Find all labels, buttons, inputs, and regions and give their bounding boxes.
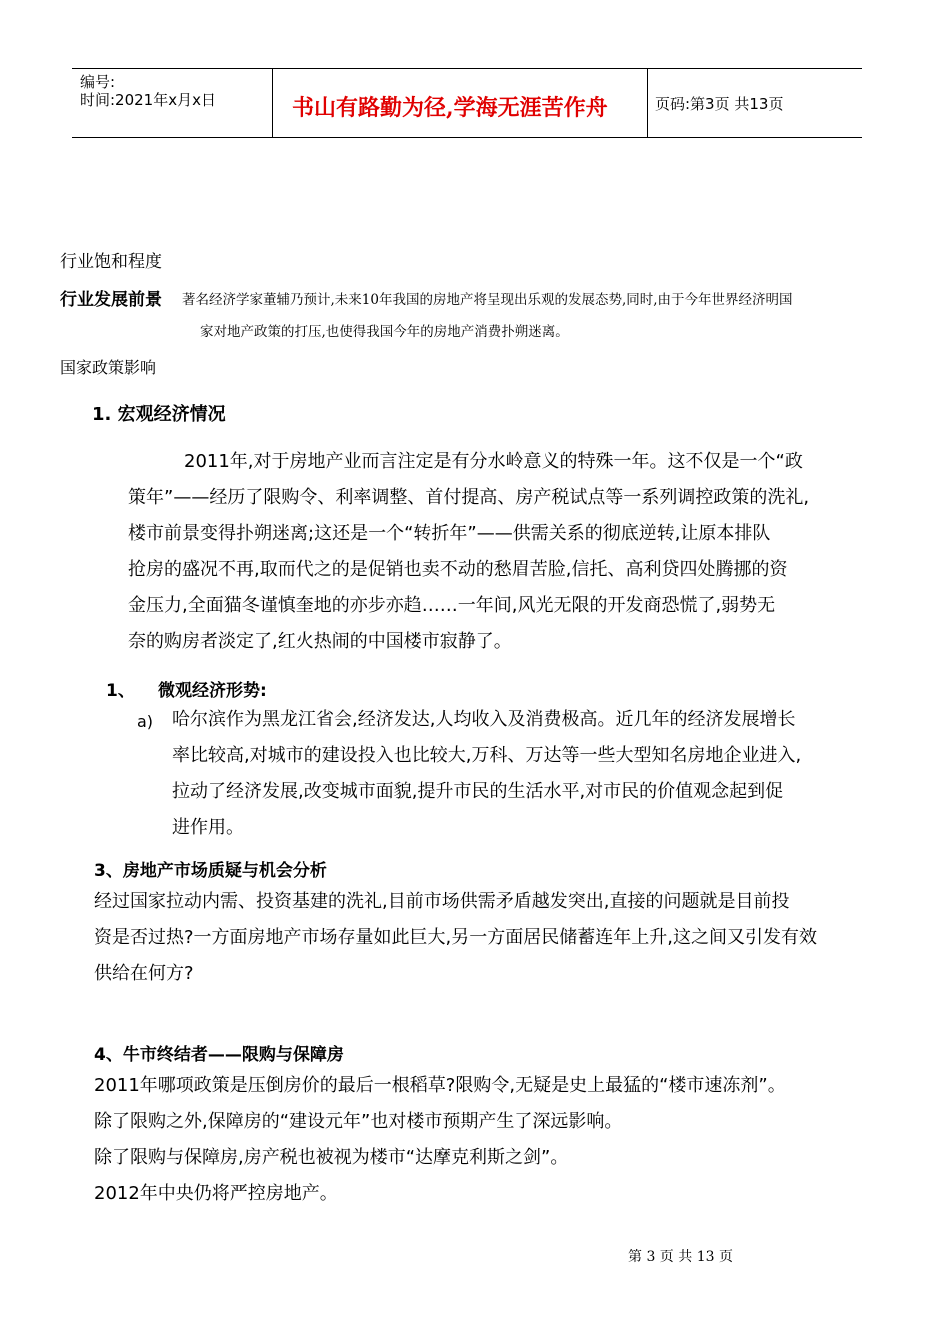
heading-market: 3、房地产市场质疑与机会分析 <box>94 861 327 881</box>
micro-line: 哈尔滨作为黑龙江省会,经济发达,人均收入及消费极高。近几年的经济发展增长 <box>172 709 796 730</box>
bull-line: 除了限购与保障房,房产税也被视为楼市“达摩克利斯之剑”。 <box>94 1147 569 1168</box>
motto: 书山有路勤为径,学海无涯苦作舟 <box>292 95 608 121</box>
macro-line: 2011年,对于房地产业而言注定是有分水岭意义的特殊一年。这不仅是一个“政 <box>184 451 803 472</box>
macro-line: 奈的购房者淡定了,红火热闹的中国楼市寂静了。 <box>128 631 512 652</box>
bull-line: 2011年哪项政策是压倒房价的最后一根稻草?限购令,无疑是史上最猛的“楼市速冻剂”。 <box>94 1075 786 1096</box>
macro-paragraph <box>128 444 809 660</box>
header-motto-cell <box>272 69 648 137</box>
micro-number: 1、 <box>106 681 135 701</box>
micro-item-marker: a) <box>137 712 154 731</box>
market-line: 经过国家拉动内需、投资基建的洗礼,目前市场供需矛盾越发突出,直接的问题就是目前投 <box>94 891 790 912</box>
header-page-info: 页码:第3页 共13页 <box>655 95 784 113</box>
time-label: 时间:2021年x月x日 <box>80 91 216 109</box>
header-left-cell <box>72 69 273 137</box>
micro-line: 率比较高,对城市的建设投入也比较大,万科、万达等一些大型知名房地企业进入, <box>172 745 802 766</box>
macro-line: 策年”——经历了限购令、利率调整、首付提高、房产税试点等一系列调控政策的洗礼, <box>128 487 810 508</box>
micro-line: 进作用。 <box>172 817 244 838</box>
heading-micro: 微观经济形势: <box>158 681 267 701</box>
prospect-text-line1: 著名经济学家董辅乃预计,未来10年我国的房地产将呈现出乐观的发展态势,同时,由于今年世界经济明国 <box>182 292 793 308</box>
bull-paragraph <box>94 1068 786 1212</box>
micro-paragraph <box>172 702 801 846</box>
heading-bull: 4、牛市终结者——限购与保障房 <box>94 1045 344 1065</box>
bull-line: 2012年中央仍将严控房地产。 <box>94 1183 338 1204</box>
macro-line: 抢房的盛况不再,取而代之的是促销也卖不动的愁眉苦脸,信托、高利贷四处腾挪的资 <box>128 559 788 580</box>
macro-line: 楼市前景变得扑朔迷离;这还是一个“转折年”——供需关系的彻底逆转,让原本排队 <box>128 523 771 544</box>
prospect-text-line2: 家对地产政策的打压,也使得我国今年的房地产消费扑朔迷离。 <box>200 324 569 340</box>
macro-line: 金压力,全面猫冬谨慎奎地的亦步亦趋……一年间,风光无限的开发商恐慌了,弱势无 <box>128 595 776 616</box>
market-line: 供给在何方? <box>94 963 194 984</box>
page-header <box>72 68 862 138</box>
heading-policy: 国家政策影响 <box>60 358 157 377</box>
heading-saturation: 行业饱和程度 <box>60 252 162 272</box>
bull-line: 除了限购之外,保障房的“建设元年”也对楼市预期产生了深远影响。 <box>94 1111 623 1132</box>
header-right-cell <box>647 69 862 137</box>
heading-macro: 1. 宏观经济情况 <box>92 404 226 425</box>
market-paragraph <box>94 884 817 992</box>
number-label: 编号: <box>80 73 116 91</box>
micro-line: 拉动了经济发展,改变城市面貌,提升市民的生活水平,对市民的价值观念起到促 <box>172 781 784 802</box>
market-line: 资是否过热?一方面房地产市场存量如此巨大,另一方面居民储蓄连年上升,这之间又引发有效 <box>94 927 817 948</box>
page-footer: 第 3 页 共 13 页 <box>628 1249 733 1265</box>
heading-prospect: 行业发展前景 <box>60 290 162 310</box>
